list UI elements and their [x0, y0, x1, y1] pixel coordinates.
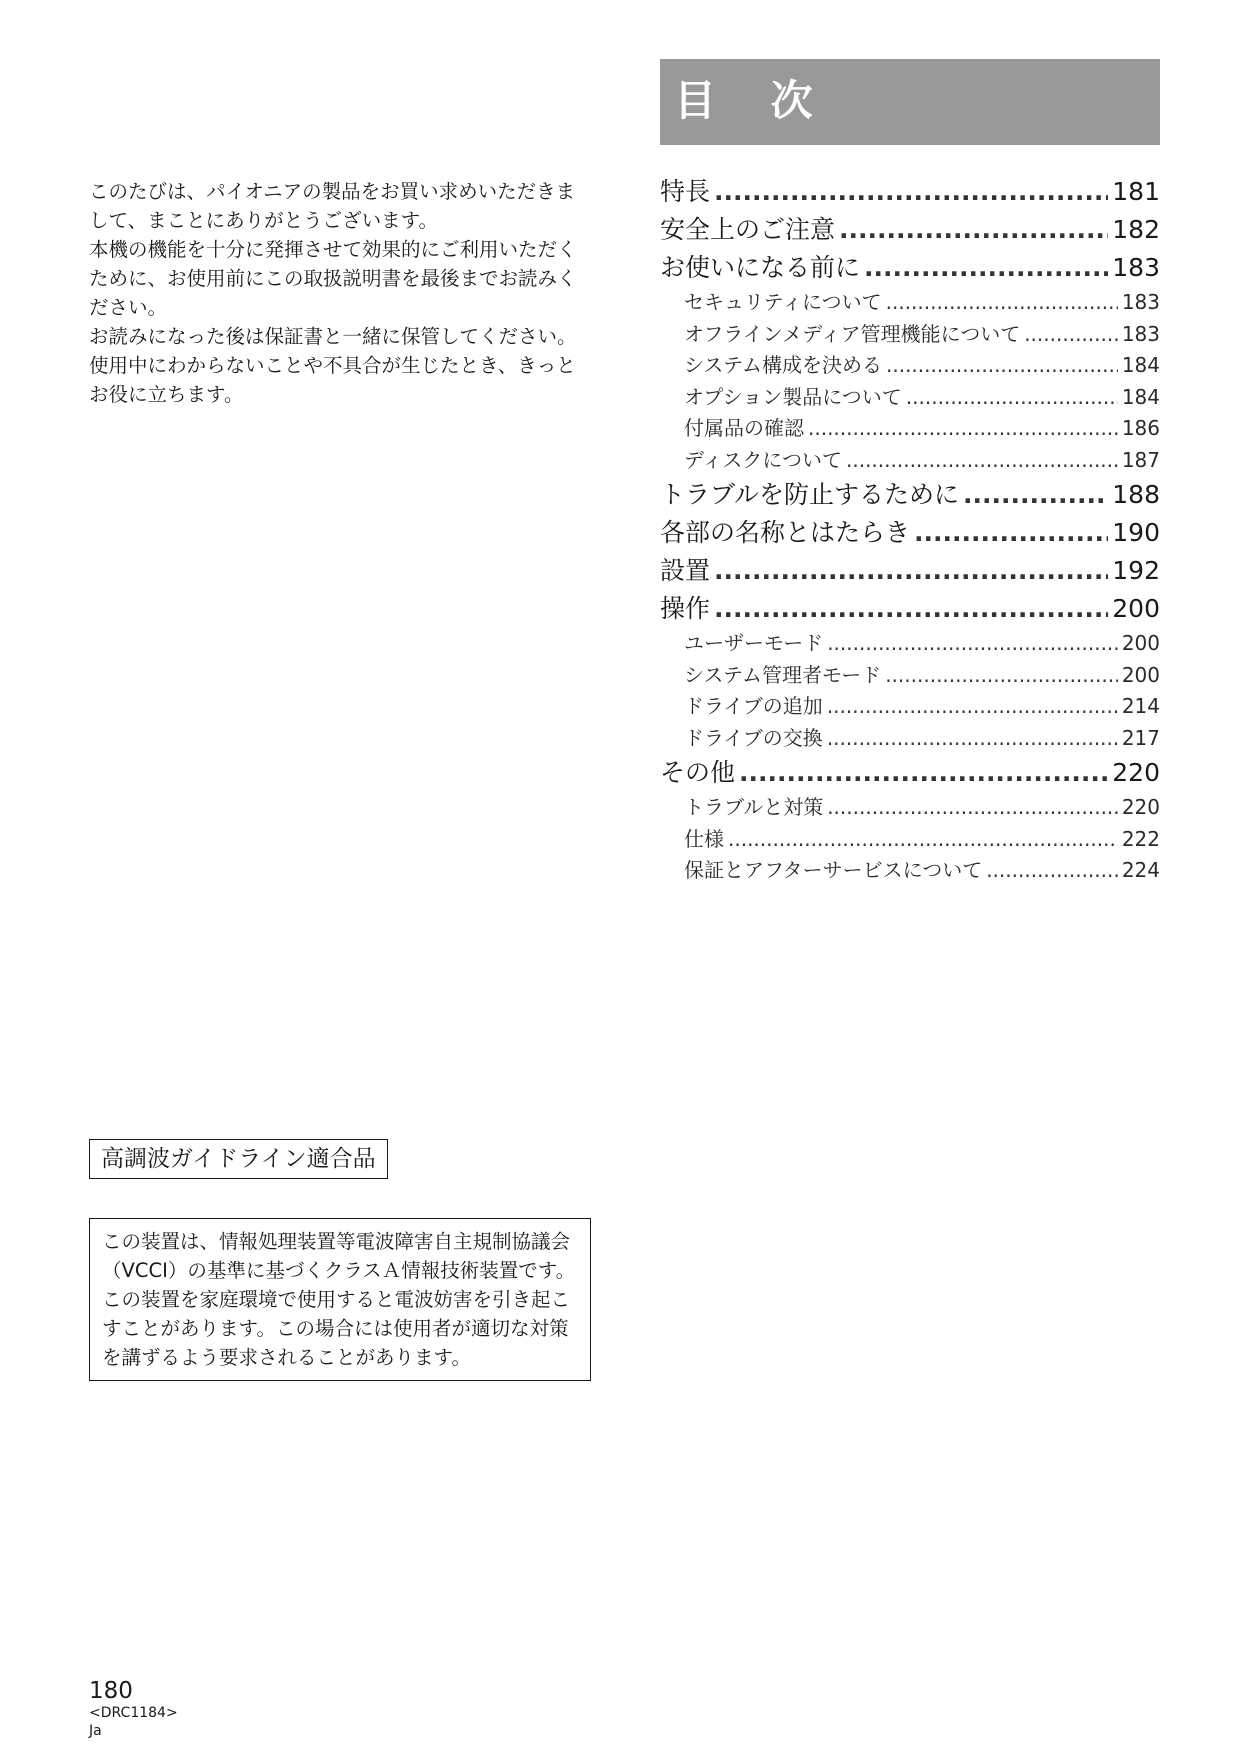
toc-entry-title: トラブルと対策 [684, 795, 824, 819]
toc-leader-dots [864, 253, 1108, 282]
toc-leader-dots [986, 858, 1118, 882]
toc-entry[interactable] [660, 513, 1160, 551]
toc-title: 目 次 [674, 76, 833, 125]
toc-leader-dots [827, 726, 1118, 750]
toc-entry-page: 220 [1112, 758, 1160, 787]
toc-entry[interactable] [660, 286, 1160, 318]
toc-entry[interactable] [660, 753, 1160, 791]
toc-entry-page: 200 [1112, 594, 1160, 623]
toc-entry-page: 183 [1112, 253, 1160, 282]
toc-entry-page: 184 [1121, 353, 1160, 377]
toc-entry-title: 操作 [660, 594, 711, 623]
toc-entry-page: 183 [1121, 321, 1160, 346]
toc-entry[interactable] [660, 791, 1160, 823]
toc-entry-title: オプション製品について [684, 384, 902, 409]
toc-leader-dots [739, 758, 1108, 787]
toc-leader-dots [885, 663, 1118, 687]
toc-leader-dots [827, 694, 1118, 718]
toc-leader-dots [714, 594, 1108, 623]
page-number: 180 [89, 1678, 133, 1704]
toc-entry-title: ユーザーモード [684, 631, 824, 655]
toc-entry-title: お使いになる前に [660, 253, 861, 282]
toc-entry-page: 214 [1121, 694, 1160, 718]
toc-leader-dots [839, 215, 1108, 244]
toc-entry[interactable] [660, 823, 1160, 855]
toc-entry-page: 200 [1121, 631, 1160, 655]
toc-leader-dots [1024, 322, 1118, 346]
toc-entry[interactable] [660, 444, 1160, 476]
intro-paragraph: 使用中にわからないことや不具合が生じたとき、きっとお役に立ちます。 [89, 354, 576, 406]
toc-entry[interactable] [660, 475, 1160, 513]
intro-paragraph: このたびは、パイオニアの製品をお買い求めいただきまして、まことにありがとうございます。 [89, 180, 576, 232]
toc-entry-title: ドライブの交換 [684, 725, 823, 750]
toc-leader-dots [886, 353, 1118, 377]
toc-entry[interactable] [660, 412, 1160, 444]
toc-entry-page: 192 [1112, 556, 1160, 585]
toc-entry[interactable] [660, 381, 1160, 413]
toc-leader-dots [963, 480, 1108, 509]
toc-leader-dots [714, 556, 1108, 585]
toc-entry-title: ディスクについて [684, 447, 842, 472]
toc-leader-dots [827, 631, 1118, 655]
toc-leader-dots [827, 795, 1118, 819]
table-of-contents [660, 172, 1160, 886]
toc-entry-title: システム構成を決める [684, 353, 882, 377]
toc-entry-page: 187 [1121, 447, 1160, 472]
toc-entry-title: ドライブの追加 [684, 694, 823, 718]
intro-paragraph: 本機の機能を十分に発揮させて効果的にご利用いただくために、お使用前にこの取扱説明書を最後までお読みください。 [89, 238, 577, 319]
toc-leader-dots [808, 416, 1118, 440]
toc-leader-dots [906, 385, 1118, 409]
toc-entry[interactable] [660, 172, 1160, 210]
toc-entry-title: オフラインメディア管理機能について [684, 321, 1021, 346]
toc-entry-title: 設置 [660, 556, 711, 585]
toc-entry-page: 222 [1121, 826, 1160, 851]
toc-entry[interactable] [660, 722, 1160, 754]
toc-entry-page: 188 [1112, 480, 1160, 509]
toc-entry-title: 各部の名称とはたらき [660, 518, 911, 547]
intro-text [89, 177, 591, 409]
toc-header [660, 59, 1160, 145]
toc-leader-dots [846, 448, 1118, 472]
toc-entry-page: 181 [1112, 177, 1160, 206]
toc-leader-dots [886, 290, 1118, 314]
intro-paragraph: お読みになった後は保証書と一緒に保管してください。 [89, 325, 577, 348]
toc-entry[interactable] [660, 551, 1160, 589]
toc-entry-title: トラブルを防止するために [660, 480, 960, 509]
toc-entry[interactable] [660, 627, 1160, 659]
toc-entry-title: 付属品の確認 [684, 416, 804, 440]
toc-entry[interactable] [660, 210, 1160, 248]
toc-leader-dots [728, 827, 1118, 851]
toc-entry-title: 特長 [660, 177, 711, 206]
toc-entry[interactable] [660, 248, 1160, 286]
toc-entry-page: 200 [1121, 662, 1160, 687]
language-code: Ja [89, 1723, 102, 1739]
toc-entry-page: 186 [1121, 416, 1160, 440]
toc-entry-page: 183 [1121, 290, 1160, 314]
toc-entry-title: 安全上のご注意 [660, 215, 836, 244]
harmonic-guideline-label: 高調波ガイドライン適合品 [89, 1139, 388, 1179]
toc-entry-page: 220 [1121, 795, 1160, 819]
toc-entry-title: システム管理者モード [684, 662, 882, 687]
toc-entry-page: 224 [1121, 858, 1160, 882]
toc-entry[interactable] [660, 589, 1160, 627]
toc-entry-title: 仕様 [684, 826, 724, 851]
toc-entry-title: その他 [660, 758, 736, 787]
toc-entry[interactable] [660, 349, 1160, 381]
toc-entry-page: 184 [1121, 384, 1160, 409]
toc-entry-title: 保証とアフターサービスについて [684, 858, 983, 882]
vcci-notice-text: この装置は、情報処理装置等電波障害自主規制協議会（VCCI）の基準に基づくクラスＡ情報技術装置です。この装置を家庭環境で使用すると電波妨害を引き起こすことがあります。この場合には使用者が適切な対策を講ずるよう要求されることがあります。 [102, 1230, 576, 1369]
page-footer [89, 1678, 178, 1740]
vcci-notice-box [89, 1218, 591, 1381]
toc-leader-dots [914, 518, 1108, 547]
toc-entry-title: セキュリティについて [684, 290, 882, 314]
toc-entry-page: 182 [1112, 215, 1160, 244]
toc-entry-page: 190 [1112, 518, 1160, 547]
model-code: <DRC1184> [89, 1705, 178, 1721]
toc-entry[interactable] [660, 659, 1160, 691]
toc-entry[interactable] [660, 318, 1160, 350]
toc-entry[interactable] [660, 854, 1160, 886]
toc-leader-dots [714, 177, 1108, 206]
toc-entry[interactable] [660, 690, 1160, 722]
toc-entry-page: 217 [1121, 725, 1160, 750]
